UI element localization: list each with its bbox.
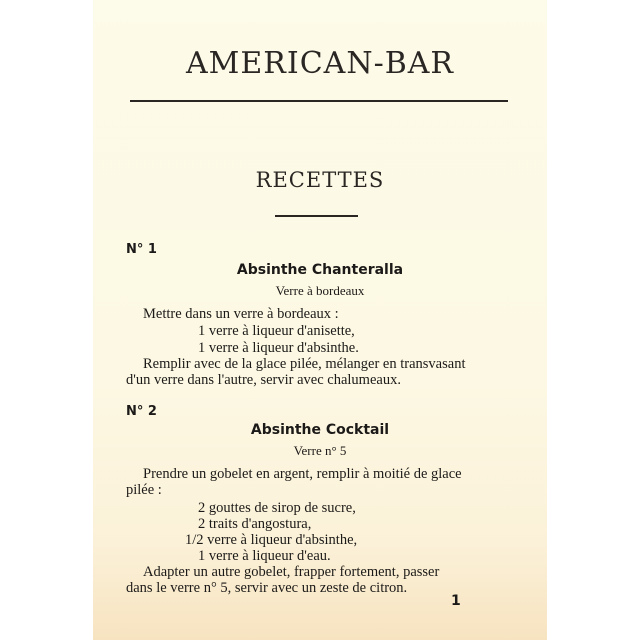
title-divider	[130, 100, 508, 102]
section-divider	[275, 215, 358, 217]
recipe-ingredient: 2 traits d'angostura,	[198, 516, 312, 532]
recipe-ingredient: 1 verre à liqueur d'eau.	[198, 548, 331, 564]
recipe-ingredient: 1 verre à liqueur d'absinthe.	[198, 340, 359, 356]
page-number: 1	[451, 593, 461, 609]
recipe-ingredient: 1 verre à liqueur d'anisette,	[198, 323, 355, 339]
page-title: AMERICAN-BAR	[185, 46, 455, 81]
recipe-line: Mettre dans un verre à bordeaux :	[143, 306, 339, 322]
recipe-name: Absinthe Cocktail	[250, 422, 390, 438]
recipe-number: N° 1	[126, 242, 157, 257]
section-heading: RECETTES	[255, 168, 385, 192]
recipe-ingredient: 1/2 verre à liqueur d'absinthe,	[185, 532, 358, 548]
recipe-number: N° 2	[126, 404, 157, 419]
recipe-line: pilée :	[126, 482, 162, 498]
recipe-name: Absinthe Chanteralla	[236, 262, 404, 278]
recipe-line: Remplir avec de la glace pilée, mélanger en transvasant	[143, 356, 466, 372]
recipe-glass: Verre n° 5	[293, 443, 347, 458]
recipe-line: Adapter un autre gobelet, frapper fortement, passer	[143, 564, 440, 580]
recipe-ingredient: 2 gouttes de sirop de sucre,	[198, 500, 356, 516]
recipe-glass: Verre à bordeaux	[275, 283, 365, 298]
book-page	[93, 0, 547, 640]
recipe-line: d'un verre dans l'autre, servir avec chalumeaux.	[126, 372, 401, 388]
recipe-line: Prendre un gobelet en argent, remplir à moitié de glace	[143, 466, 462, 482]
recipe-line: dans le verre n° 5, servir avec un zeste de citron.	[126, 580, 408, 596]
